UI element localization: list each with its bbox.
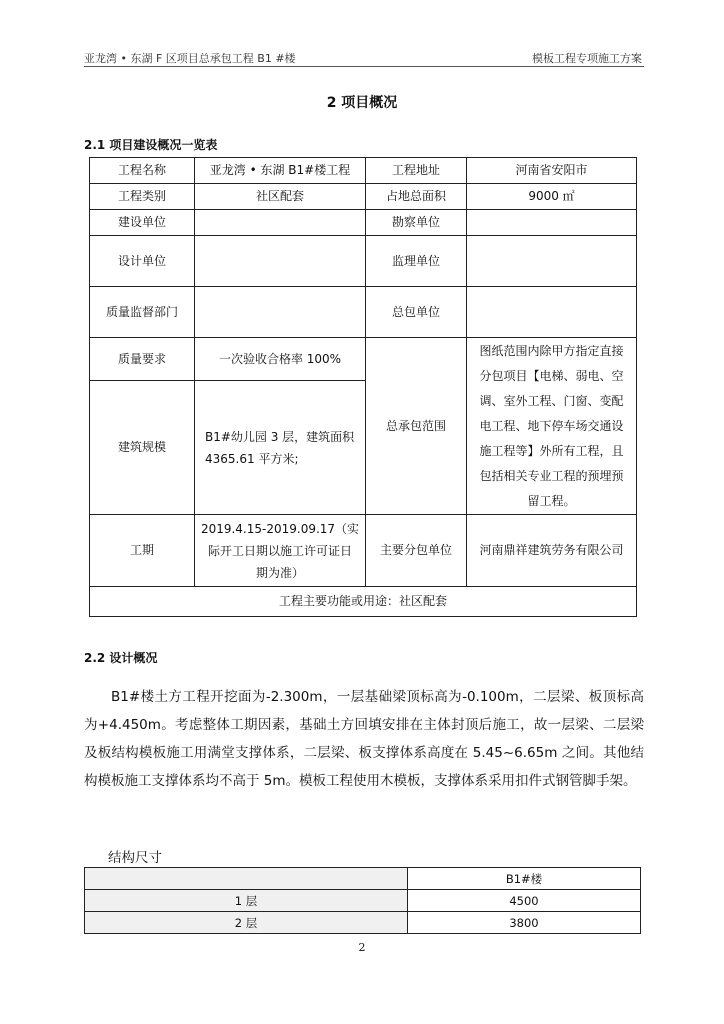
scope-line: 施工程等】外所有工程，且 — [479, 443, 624, 458]
header-project-title: 亚龙湾 • 东湖 F 区项目总承包工程 B1 #楼 — [84, 52, 296, 65]
build-scale-text — [199, 426, 361, 470]
cell-value — [195, 236, 366, 287]
scope-line: 图纸范围内除甲方指定直接 — [479, 343, 624, 358]
height-cell: 4500 — [408, 890, 641, 912]
scope-line: 分包项目【电梯、弱电、空 — [479, 368, 624, 383]
cell-value — [195, 287, 366, 338]
cell-label: 总承包范围 — [366, 338, 467, 515]
cell-value: 河南省安阳市 — [467, 158, 637, 184]
cell-label: 工期 — [90, 515, 195, 587]
subsection-heading-design: 2.2 设计概况 — [84, 651, 158, 665]
cell-label: 质量要求 — [90, 338, 195, 381]
table-row — [90, 236, 637, 287]
cell-value: 一次验收合格率 100% — [195, 338, 366, 381]
cell-label: 设计单位 — [90, 236, 195, 287]
cell-value: 河南鼎祥建筑劳务有限公司 — [467, 515, 637, 587]
function-row: 工程主要功能或用途：社区配套 — [90, 587, 637, 617]
build-scale-cell — [195, 381, 366, 515]
scope-line: 留工程。 — [527, 493, 576, 508]
page-number: 2 — [358, 941, 366, 954]
section-title: 2 项目概况 — [326, 95, 398, 111]
table-row — [90, 338, 637, 381]
period-cell — [195, 515, 366, 587]
height-cell: 3800 — [408, 912, 641, 934]
cell-label: 建筑规模 — [90, 381, 195, 515]
table-row — [90, 184, 637, 210]
scope-line: 电工程、地下停车场交通设 — [479, 418, 624, 433]
build-line: B1#幼儿园 3 层，建筑面积 — [205, 429, 355, 444]
page-header — [84, 48, 644, 68]
cell-value: 9000 ㎡ — [467, 184, 637, 210]
cell-value: 社区配套 — [195, 184, 366, 210]
period-text — [199, 518, 361, 584]
table-row — [90, 587, 637, 617]
design-paragraph: B1#楼土方工程开挖面为-2.300m，一层基础梁顶标高为-0.100m，二层梁、板顶标高为+4.450m。考虑整体工期因素，基础土方回填安排在主体封顶后施工，故一层梁、二层梁及板结构模板施工用满堂支撑体系，二层梁、板支撑体系高度在 5.45~6.65m 之间。其他结构模板施工支撑体系均不高于 5m。模板工程使用木模板，支撑体系采用扣件式钢管脚手架。 — [84, 689, 644, 789]
cell-value: 亚龙湾 • 东湖 B1#楼工程 — [195, 158, 366, 184]
cell-value — [195, 210, 366, 236]
cell-value — [467, 236, 637, 287]
cell-value — [467, 287, 637, 338]
header-rule — [84, 66, 644, 67]
cell-label: 工程名称 — [90, 158, 195, 184]
scope-line: 包括相关专业工程的预埋预 — [479, 468, 624, 483]
build-line: 4365.61 平方米; — [205, 451, 299, 466]
table-row — [85, 912, 641, 934]
structure-size-table — [84, 867, 641, 934]
scope-text — [471, 339, 632, 514]
cell-label: 工程类别 — [90, 184, 195, 210]
cell-value — [467, 210, 637, 236]
cell-label: 占地总面积 — [366, 184, 467, 210]
period-line: 际开工日期以施工许可证日 — [207, 543, 352, 558]
floor-cell: 2 层 — [85, 912, 408, 934]
cell-label: 建设单位 — [90, 210, 195, 236]
structure-size-label: 结构尺寸 — [108, 850, 162, 866]
table-row — [90, 158, 637, 184]
scope-line: 调、室外工程、门窗、变配 — [479, 393, 624, 408]
column-header: B1#楼 — [408, 868, 641, 890]
project-overview-table — [89, 157, 637, 617]
header-document-title: 模板工程专项施工方案 — [532, 52, 642, 65]
column-header — [85, 868, 408, 890]
cell-label: 勘察单位 — [366, 210, 467, 236]
subsection-heading-overview: 2.1 项目建设概况一览表 — [84, 138, 218, 152]
cell-label: 质量监督部门 — [90, 287, 195, 338]
period-line: 2019.4.15-2019.09.17（实 — [200, 521, 360, 536]
scope-cell — [467, 338, 637, 515]
cell-label: 主要分包单位 — [366, 515, 467, 587]
cell-label: 总包单位 — [366, 287, 467, 338]
cell-label: 工程地址 — [366, 158, 467, 184]
cell-label: 监理单位 — [366, 236, 467, 287]
table-row — [90, 287, 637, 338]
table-row — [90, 515, 637, 587]
floor-cell: 1 层 — [85, 890, 408, 912]
table-header-row — [85, 868, 641, 890]
period-line: 期为准） — [255, 565, 304, 580]
table-row — [90, 210, 637, 236]
table-row — [85, 890, 641, 912]
